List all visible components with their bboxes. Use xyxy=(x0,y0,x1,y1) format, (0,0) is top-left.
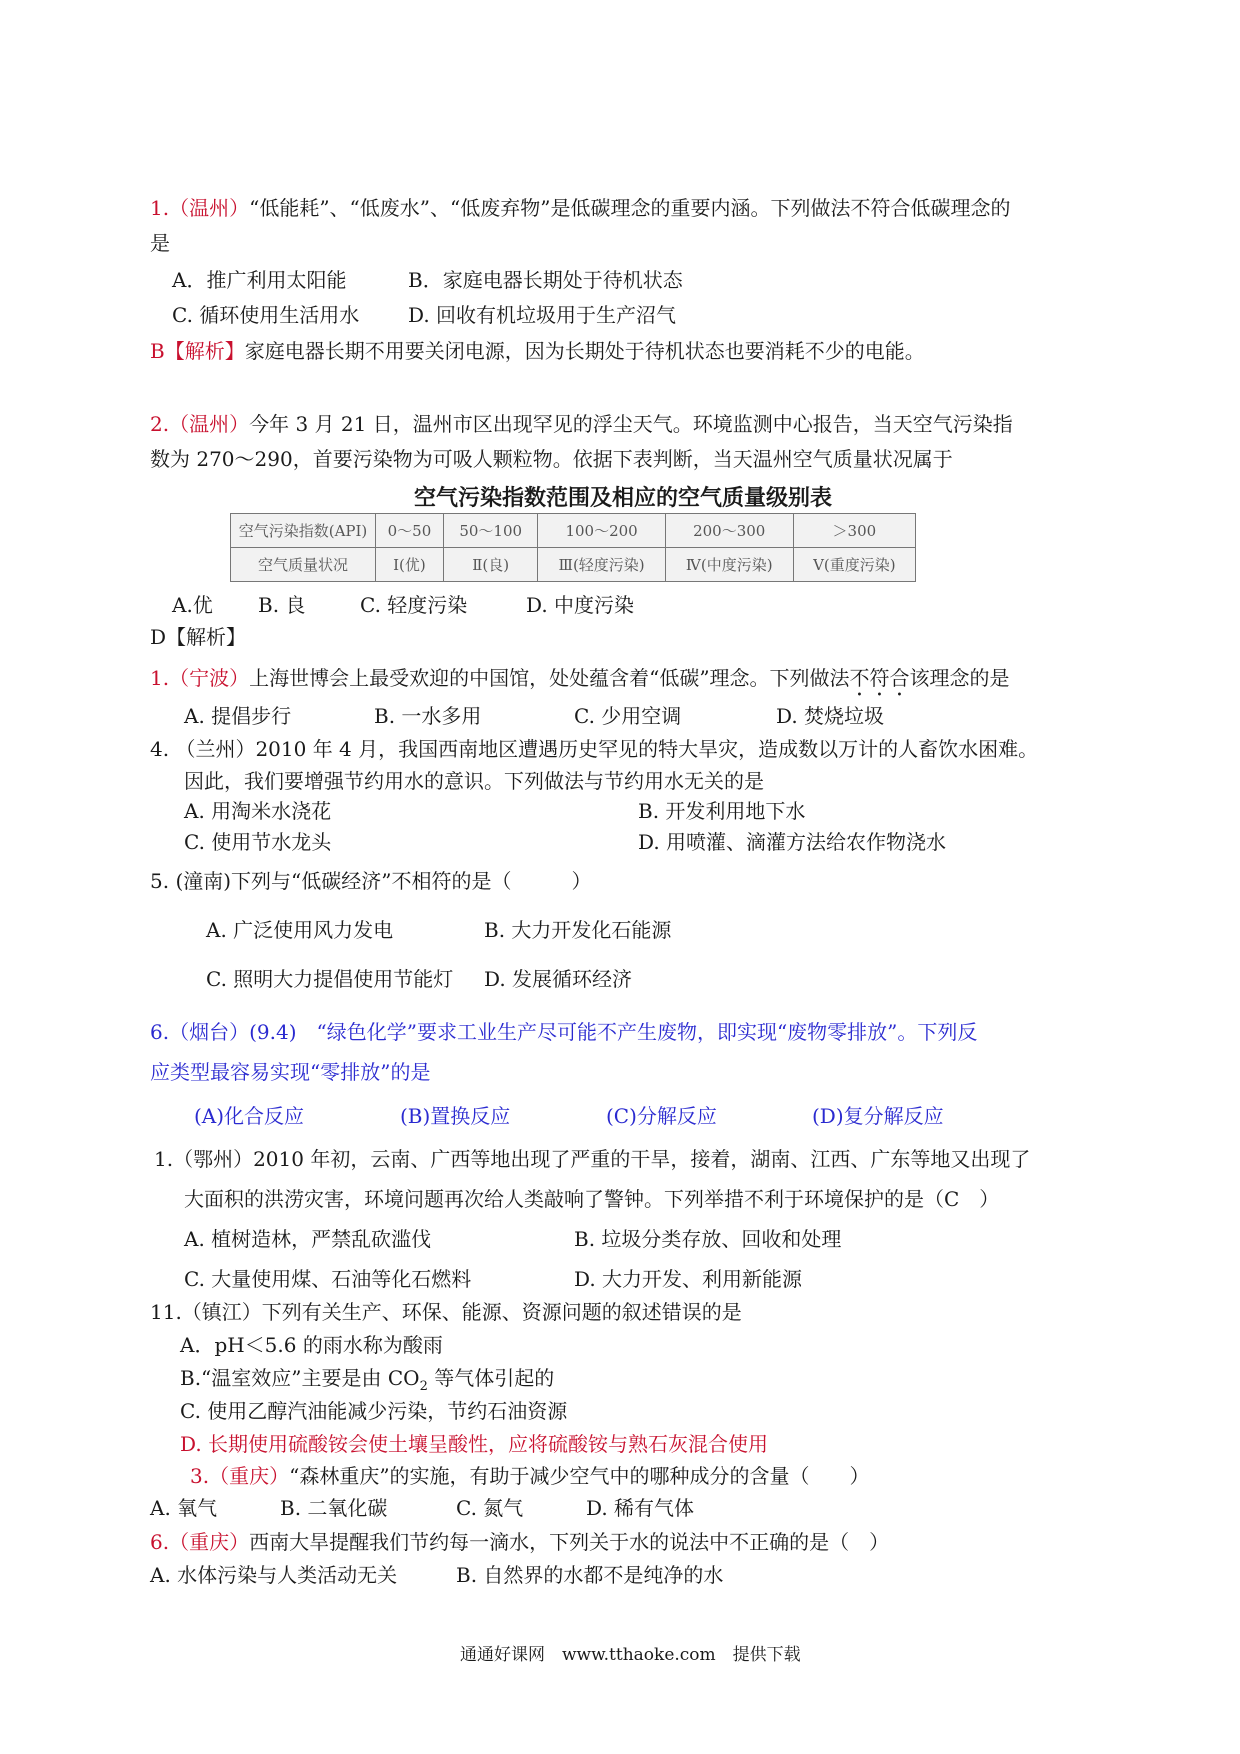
q1-line1: 1.（温州）“低能耗”、“低废水”、“低废弃物”是低碳理念的重要内涵。下列做法不符合低碳理念的 xyxy=(150,196,1011,220)
q10-options: A. 水体污染与人类活动无关 B. 自然界的水都不是纯净的水 xyxy=(150,1563,724,1587)
q5-options-row1: A. 广泛使用风力发电 B. 大力开发化石能源 xyxy=(206,918,672,942)
table-row: 空气质量状况 Ⅰ(优) Ⅱ(良) Ⅲ(轻度污染) Ⅳ(中度污染) Ⅴ(重度污染) xyxy=(231,548,916,582)
q7-line2: 大面积的洪涝灾害，环境问题再次给人类敲响了警钟。下列举措不利于环境保护的是（C ） xyxy=(184,1187,1000,1211)
page-footer: 通通好课网 www.tthaoke.com 提供下载 xyxy=(460,1645,801,1665)
q1-options-row2: C. 循环使用生活用水 D. 回收有机垃圾用于生产沼气 xyxy=(172,303,677,327)
q6-line2: 应类型最容易实现“零排放”的是 xyxy=(150,1060,431,1084)
q4-options-row2: C. 使用节水龙头 D. 用喷灌、滴灌方法给农作物浇水 xyxy=(184,830,947,854)
q10-line: 6.（重庆）西南大旱提醒我们节约每一滴水，下列关于水的说法中不正确的是（ ） xyxy=(150,1530,890,1554)
q7-options-row2: C. 大量使用煤、石油等化石燃料 D. 大力开发、利用新能源 xyxy=(184,1267,803,1291)
q1-analysis: B【解析】家庭电器长期不用要关闭电源，因为长期处于待机状态也要消耗不少的电能。 xyxy=(150,339,925,363)
q6-options: (A)化合反应 (B)置换反应 (C)分解反应 (D)复分解反应 xyxy=(194,1104,944,1128)
q2-options: A.优 B. 良 C. 轻度污染 D. 中度污染 xyxy=(172,593,635,617)
q6-line1: 6.（烟台）(9.4) “绿色化学”要求工业生产尽可能不产生废物，即实现“废物零排放”。下列反 xyxy=(150,1020,978,1044)
q5-line: 5. (潼南)下列与“低碳经济”不相符的是（ ） xyxy=(150,869,592,893)
q3-options: A. 提倡步行 B. 一水多用 C. 少用空调 D. 焚烧垃圾 xyxy=(184,704,885,728)
q3-line: 1.（宁波）上海世博会上最受欢迎的中国馆，处处蕴含着“低碳”理念。下列做法不符合该理念的是 xyxy=(150,666,1010,690)
air-quality-table xyxy=(230,513,916,582)
q1-line2: 是 xyxy=(150,231,170,255)
q7-options-row1: A. 植树造林，严禁乱砍滥伐 B. 垃圾分类存放、回收和处理 xyxy=(184,1227,842,1251)
table-title: 空气污染指数范围及相应的空气质量级别表 xyxy=(414,486,833,511)
q4-line2: 因此，我们要增强节约用水的意识。下列做法与节约用水无关的是 xyxy=(184,769,764,793)
q1-prefix: 1.（温州） xyxy=(150,196,250,220)
q9-line: 3.（重庆）“森林重庆”的实施，有助于减少空气中的哪种成分的含量（ ） xyxy=(190,1464,870,1488)
q9-options: A. 氧气 B. 二氧化碳 C. 氮气 D. 稀有气体 xyxy=(150,1496,695,1520)
table-row: 空气污染指数(API) 0～50 50～100 100～200 200～300 ＞300 xyxy=(231,514,916,548)
q7-line1: 1.（鄂州）2010 年初，云南、广西等地出现了严重的干旱，接着，湖南、江西、广东等地又出现了 xyxy=(154,1147,1031,1171)
q8-line: 11.（镇江）下列有关生产、环保、能源、资源问题的叙述错误的是 xyxy=(150,1300,742,1324)
q2-line1: 2.（温州）今年 3 月 21 日，温州市区出现罕见的浮尘天气。环境监测中心报告，当天空气污染指 xyxy=(150,412,1013,436)
q5-options-row2: C. 照明大力提倡使用节能灯 D. 发展循环经济 xyxy=(206,967,633,991)
q8-option-c: C. 使用乙醇汽油能减少污染，节约石油资源 xyxy=(180,1399,568,1423)
q8-option-d: D. 长期使用硫酸铵会使土壤呈酸性，应将硫酸铵与熟石灰混合使用 xyxy=(180,1432,769,1456)
q2-answer: D【解析】 xyxy=(150,625,247,649)
q4-options-row1: A. 用淘米水浇花 B. 开发利用地下水 xyxy=(184,799,806,823)
q4-line1: 4. （兰州）2010 年 4 月，我国西南地区遭遇历史罕见的特大旱灾，造成数以万计的人畜饮水困难。 xyxy=(150,737,1039,761)
q8-option-a: A．pH＜5.6 的雨水称为酸雨 xyxy=(180,1333,443,1357)
q2-line2: 数为 270～290，首要污染物为可吸人颗粒物。依据下表判断，当天温州空气质量状况属于 xyxy=(150,447,953,471)
q1-options-row1: A．推广利用太阳能 B．家庭电器长期处于待机状态 xyxy=(172,268,683,292)
q8-option-b: B.“温室效应”主要是由 $CO_2$ 等气体引起的 xyxy=(180,1366,555,1394)
